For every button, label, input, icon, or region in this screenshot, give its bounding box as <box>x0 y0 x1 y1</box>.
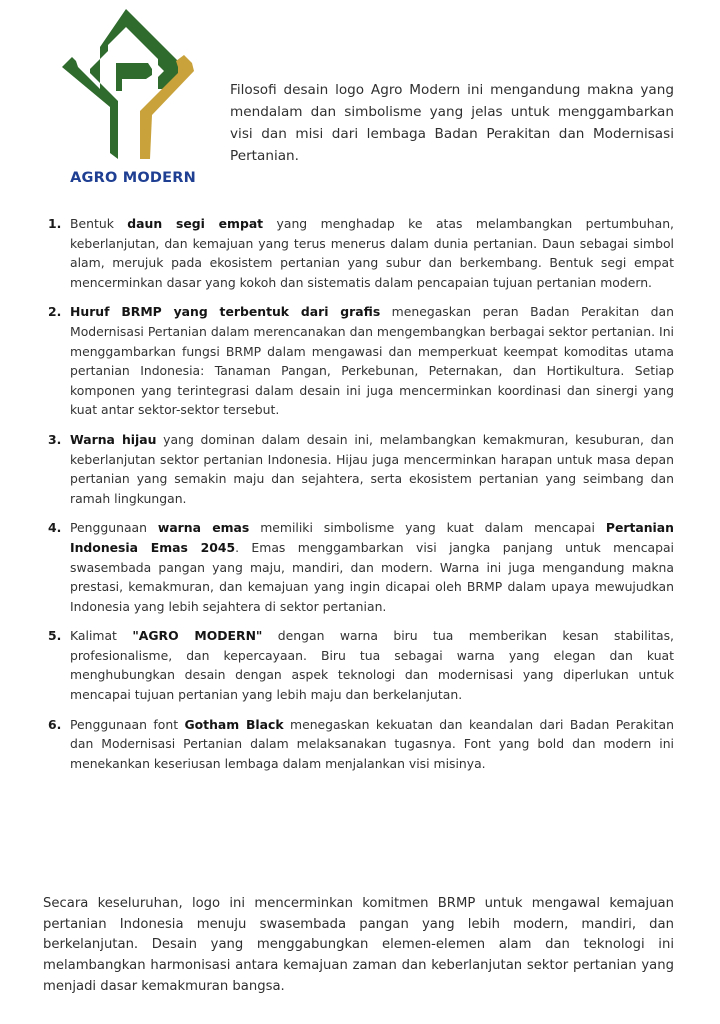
item-text-bold: "AGRO MODERN" <box>132 628 263 644</box>
list-number: 2. <box>48 304 62 320</box>
logo-wordmark: AGRO MODERN <box>70 170 196 186</box>
list-item <box>48 302 674 420</box>
leaf-logo-icon <box>60 7 200 167</box>
list-item <box>48 715 674 774</box>
item-text-pre: Penggunaan font <box>70 716 185 732</box>
list-number: 6. <box>48 716 62 732</box>
item-text-post: yang dominan dalam desain ini, melambangkan kemakmuran, kesuburan, dan keberlanjutan sektor pertanian Indonesia. Hijau juga mencerminkan harapan untuk masa depan pertanian yang semakin maju dan sejahtera, serta ekosistem pertanian yang seimbang dan ramah lingkungan. <box>70 431 674 506</box>
list-item <box>48 430 674 508</box>
list-item <box>48 518 674 616</box>
item-text-bold: Huruf BRMP yang terbentuk dari grafis <box>70 304 381 320</box>
list-number: 1. <box>48 216 62 231</box>
item-text-bold: Warna hijau <box>70 431 157 447</box>
list-item <box>48 626 674 704</box>
item-text-post: . Emas menggambarkan visi jangka panjang untuk mencapai swasembada pangan yang maju, mandiri, dan modern. Warna ini juga mengandung makna prestasi, kemakmuran, dan kemajuan yang ingin dicapai oleh BRMP dalam upaya mewujudkan Indonesia yang lebih sejahtera di sektor pertanian. <box>70 539 675 614</box>
item-text-pre: Kalimat <box>70 628 133 644</box>
intro-paragraph: Filosofi desain logo Agro Modern ini mengandung makna yang mendalam dan simbolisme yang jelas untuk menggambarkan visi dan misi dari lembaga Badan Perakitan dan Modernisasi Pertanian. <box>230 81 674 164</box>
item-text-pre: Penggunaan <box>70 520 158 536</box>
item-text-post: menegaskan peran Badan Perakitan dan Modernisasi Pertanian dalam merencanakan dan mengembangkan berbagai sektor pertanian. Ini menggambarkan fungsi BRMP dalam mengawasi dan memperkuat keempat komoditas utama pertanian Indonesia: Tanaman Pangan, Perkebunan, Peternakan, dan Hortikultura. Setiap komponen yang terintegrasi dalam desain ini juga mencerminkan koordinasi dan sinergi yang kuat antar sektor-sektor tersebut. <box>70 304 674 418</box>
item-text-post: yang menghadap ke atas melambangkan pertumbuhan, keberlanjutan, dan kemajuan yang terus menerus dalam dunia pertanian. Daun sebagai simbol alam, merujuk pada ekosistem pertanian yang subur dan berkembang. Bentuk segi empat mencerminkan dasar yang kokoh dan sistematis dalam pencapaian tujuan pertanian modern. <box>70 216 674 290</box>
item-text-pre: Bentuk <box>70 216 128 231</box>
list-number: 3. <box>48 431 62 447</box>
closing-paragraph: Secara keseluruhan, logo ini mencerminkan komitmen BRMP untuk mengawal kemajuan pertanian Indonesia menuju swasembada pangan yang lebih modern, mandiri, dan berkelanjutan. Desain yang menggabungkan elemen-elemen alam dan teknologi ini melambangkan harmonisasi antara kemajuan zaman dan keberlanjutan sektor pertanian yang menjadi dasar kemakmuran bangsa. <box>43 896 674 994</box>
agro-modern-logo <box>55 4 205 194</box>
list-item <box>48 214 674 292</box>
list-number: 5. <box>48 628 62 644</box>
list-number: 4. <box>48 520 62 536</box>
logo-green-bar <box>116 63 152 91</box>
item-text-post: dengan warna biru tua memberikan kesan stabilitas, profesionalisme, dan kepercayaan. Biru tua sebagai warna yang elegan dan kuat menghubungkan desain dengan aspek teknologi dan modernisasi yang diperlukan untuk mencapai tujuan pertanian yang lebih maju dan berkelanjutan. <box>70 628 674 703</box>
philosophy-list <box>48 214 674 783</box>
item-text-bold: warna emas <box>157 520 250 536</box>
item-text-bold: daun segi empat <box>127 216 264 231</box>
item-text-bold-2: Pertanian Indonesia Emas 2045 <box>70 520 674 555</box>
item-text-mid: memiliki simbolisme yang kuat dalam mencapai <box>249 520 606 536</box>
item-text-post: menegaskan kekuatan dan keandalan dari Badan Perakitan dan Modernisasi Pertanian dalam melaksanakan tugasnya. Font yang bold dan modern ini menekankan keseriusan lembaga dalam menjalankan visi misinya. <box>70 716 674 771</box>
item-text-bold: Gotham Black <box>184 716 284 732</box>
